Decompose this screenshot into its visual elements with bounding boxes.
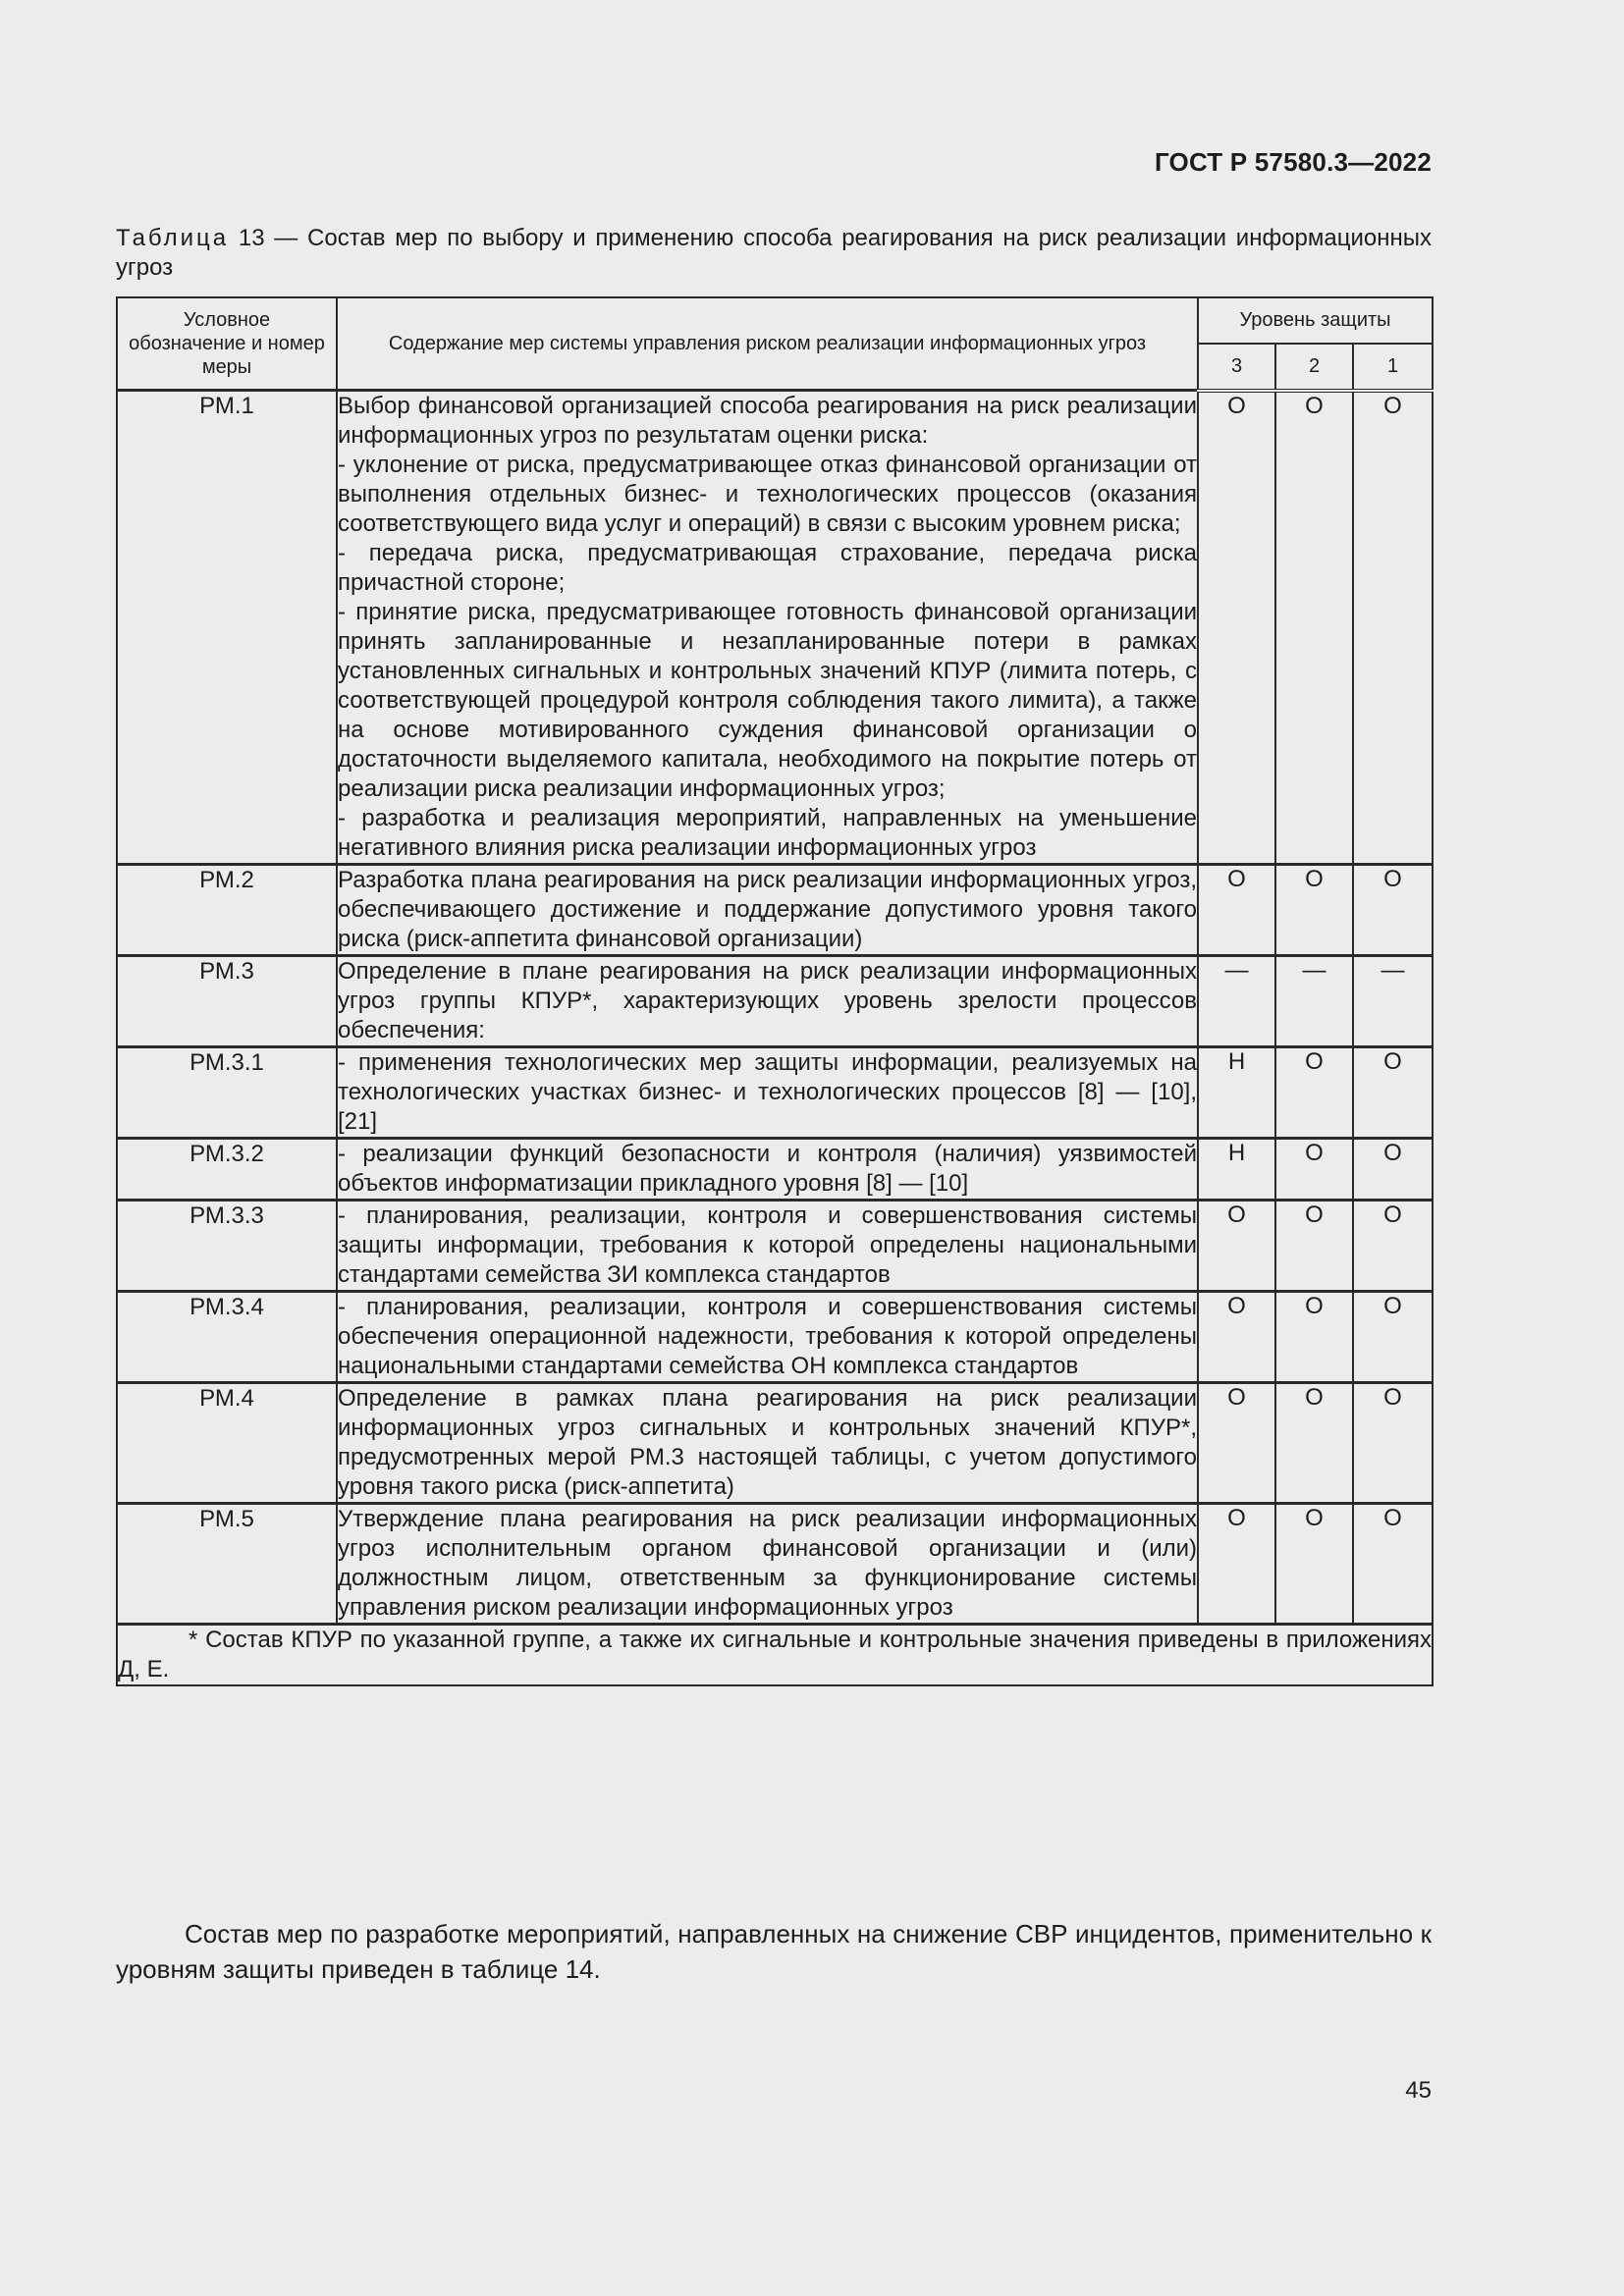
level-1-value: О <box>1353 1292 1433 1383</box>
measure-code: РМ.3.3 <box>117 1201 337 1292</box>
level-1-value: О <box>1353 865 1433 956</box>
header-level-1: 1 <box>1353 344 1433 391</box>
level-2-value: О <box>1275 1047 1353 1139</box>
measure-code: РМ.5 <box>117 1504 337 1625</box>
table-body <box>117 391 1433 1625</box>
measure-code: РМ.3.2 <box>117 1139 337 1201</box>
level-2-value: О <box>1275 1504 1353 1625</box>
body-text: Состав мер по разработке мероприятий, направленных на снижение СВР инцидентов, применительно к уровням защиты приведен в таблице 14. <box>116 1919 1432 1984</box>
level-3-value: О <box>1198 865 1275 956</box>
measure-code: РМ.3.4 <box>117 1292 337 1383</box>
level-3-value: О <box>1198 1504 1275 1625</box>
measure-content-line: - принятие риска, предусматривающее готовность финансовой организации принять запланированные и незапланированные потери в рамках установленных сигнальных и контрольных значений КПУР (лимита потерь, с соответствующей процедурой контроля соблюдения такого лимита), а также на основе мотивированного суждения финансовой организации о достаточности выделяемого капитала, необходимого на покрытие потерь от реализации риска реализации информационных угроз; <box>338 599 1197 802</box>
measure-code: РМ.4 <box>117 1383 337 1504</box>
table-footnote <box>117 1625 1433 1686</box>
measure-content <box>337 1139 1198 1201</box>
table-row <box>117 1047 1433 1139</box>
measure-code: РМ.3 <box>117 956 337 1047</box>
measure-content-line: - реализации функций безопасности и контроля (наличия) уязвимостей объектов информатизации прикладного уровня [8] — [10] <box>338 1141 1197 1197</box>
table-row <box>117 1139 1433 1201</box>
measure-content <box>337 865 1198 956</box>
level-3-value: О <box>1198 1201 1275 1292</box>
table-row <box>117 1383 1433 1504</box>
measure-content <box>337 1504 1198 1625</box>
measure-content-line: Определение в рамках плана реагирования на риск реализации информационных угроз сигнальных и контрольных значений КПУР*, предусмотренных мерой РМ.3 настоящей таблицы, с учетом допустимого уровня такого риска (риск-аппетита) <box>338 1385 1197 1500</box>
level-2-value: О <box>1275 1201 1353 1292</box>
level-1-value: О <box>1353 1383 1433 1504</box>
document-standard-header: ГОСТ Р 57580.3—2022 <box>1154 147 1432 177</box>
header-code: Условное обозначение и номер меры <box>117 297 337 391</box>
level-1-value: О <box>1353 391 1433 865</box>
caption-text: 13 — Состав мер по выбору и применению способа реагирования на риск реализации информационных угроз <box>116 225 1432 281</box>
table-row <box>117 1292 1433 1383</box>
level-2-value: О <box>1275 1383 1353 1504</box>
header-level-3: 3 <box>1198 344 1275 391</box>
table-caption <box>116 224 1432 283</box>
table-row <box>117 956 1433 1047</box>
level-3-value: О <box>1198 1292 1275 1383</box>
measure-content-line: - уклонение от риска, предусматривающее отказ финансовой организации от выполнения отдельных бизнес- и технологических процессов (оказания соответствующего вида услуг и операций) в связи с высоким уровнем риска; <box>338 452 1197 537</box>
measure-code: РМ.1 <box>117 391 337 865</box>
measure-code: РМ.3.1 <box>117 1047 337 1139</box>
level-1-value: — <box>1353 956 1433 1047</box>
caption-label: Таблица <box>116 225 230 251</box>
level-3-value: Н <box>1198 1139 1275 1201</box>
level-2-value: — <box>1275 956 1353 1047</box>
header-content: Содержание мер системы управления риском реализации информационных угроз <box>337 297 1198 391</box>
measure-content-line: - планирования, реализации, контроля и совершенствования системы защиты информации, требования к которой определены национальными стандартами семейства ЗИ комплекса стандартов <box>338 1202 1197 1288</box>
level-1-value: О <box>1353 1504 1433 1625</box>
measure-code: РМ.2 <box>117 865 337 956</box>
measure-content-line: - планирования, реализации, контроля и совершенствования системы обеспечения операционной надежности, требования к которой определены национальными стандартами семейства ОН комплекса стандартов <box>338 1294 1197 1379</box>
level-2-value: О <box>1275 391 1353 865</box>
level-1-value: О <box>1353 1139 1433 1201</box>
measure-content <box>337 1201 1198 1292</box>
table-row <box>117 865 1433 956</box>
measure-content-line: Разработка плана реагирования на риск реализации информационных угроз, обеспечивающего достижение и поддержание допустимого уровня такого риска (риск-аппетита финансовой организации) <box>338 867 1197 952</box>
level-3-value: О <box>1198 1383 1275 1504</box>
level-3-value: О <box>1198 391 1275 865</box>
measure-content <box>337 391 1198 865</box>
measure-content-line: Выбор финансовой организацией способа реагирования на риск реализации информационных угроз по результатам оценки риска: <box>338 393 1197 449</box>
measure-content-line: - передача риска, предусматривающая страхование, передача риска причастной стороне; <box>338 540 1197 596</box>
measure-content <box>337 1047 1198 1139</box>
level-3-value: Н <box>1198 1047 1275 1139</box>
level-3-value: — <box>1198 956 1275 1047</box>
level-2-value: О <box>1275 865 1353 956</box>
level-1-value: О <box>1353 1047 1433 1139</box>
footnote-text: * Состав КПУР по указанной группе, а также их сигнальные и контрольные значения приведены в приложениях Д, Е. <box>118 1627 1433 1682</box>
measure-content-line: Утверждение плана реагирования на риск реализации информационных угроз исполнительным органом финансовой организации и (или) должностным лицом, ответственным за функционирование системы управления риском реализации информационных угроз <box>338 1506 1197 1621</box>
level-2-value: О <box>1275 1139 1353 1201</box>
table-row <box>117 391 1433 865</box>
measure-content <box>337 956 1198 1047</box>
measure-content <box>337 1292 1198 1383</box>
level-1-value: О <box>1353 1201 1433 1292</box>
table-row <box>117 1504 1433 1625</box>
measures-table <box>116 296 1434 1686</box>
measure-content-line: Определение в плане реагирования на риск реализации информационных угроз группы КПУР*, характеризующих уровень зрелости процессов обеспечения: <box>338 958 1197 1043</box>
measure-content-line: - применения технологических мер защиты информации, реализуемых на технологических участках бизнес- и технологических процессов [8] — [10], [21] <box>338 1049 1197 1135</box>
body-paragraph <box>116 1916 1432 1987</box>
header-protection-level: Уровень защиты <box>1198 297 1433 344</box>
measure-content <box>337 1383 1198 1504</box>
measure-content-line: - разработка и реализация мероприятий, направленных на уменьшение негативного влияния риска реализации информационных угроз <box>338 805 1197 861</box>
header-level-2: 2 <box>1275 344 1353 391</box>
table-row <box>117 1201 1433 1292</box>
level-2-value: О <box>1275 1292 1353 1383</box>
page-number: 45 <box>1405 2077 1432 2104</box>
